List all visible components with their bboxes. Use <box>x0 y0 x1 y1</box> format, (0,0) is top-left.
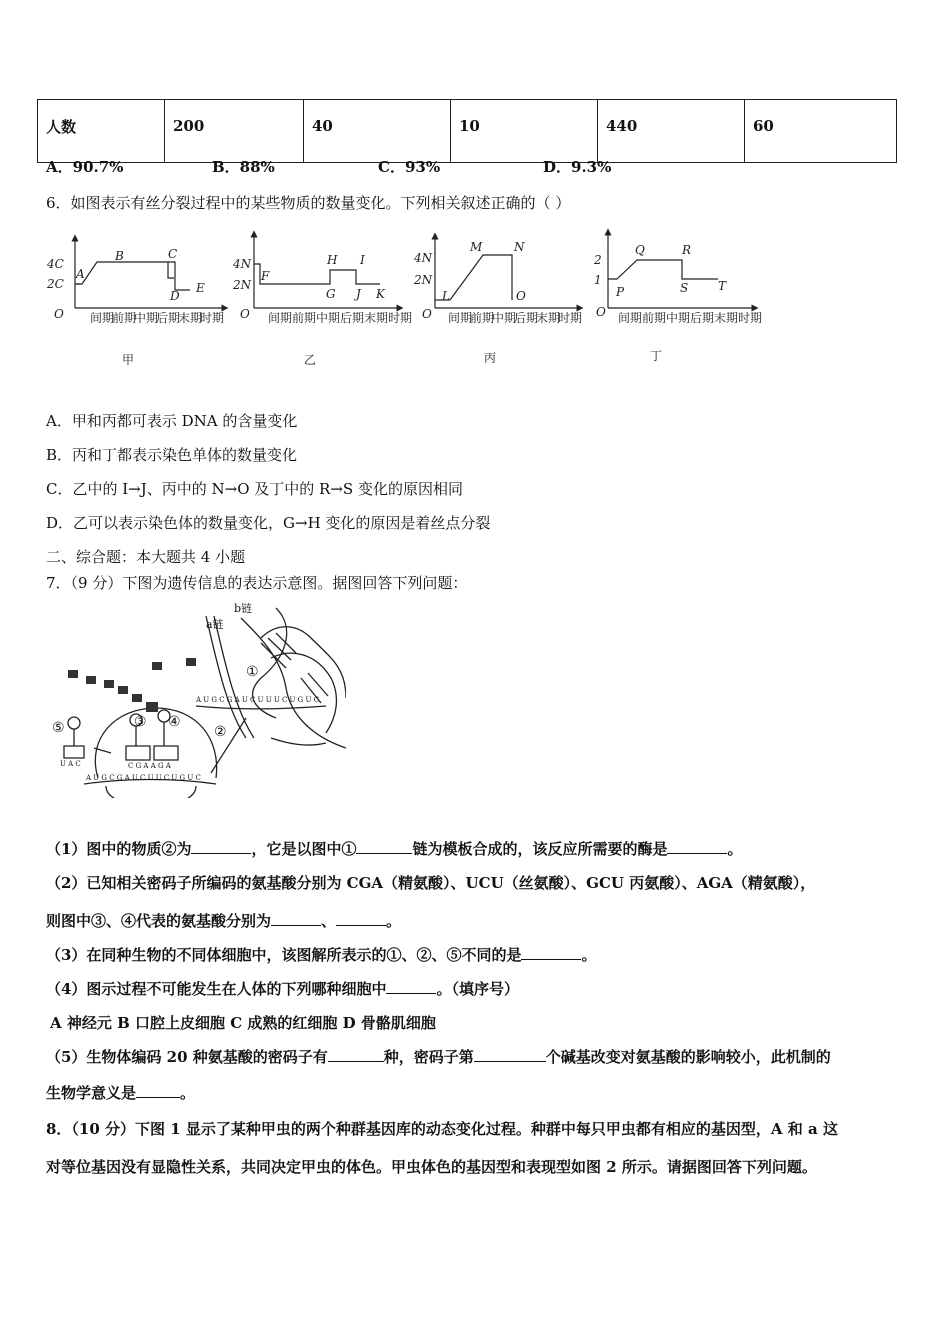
g3-origin: O <box>422 307 432 321</box>
q7-part2-cont: 则图中③、④代表的氨基酸分别为 、 。 <box>46 912 402 930</box>
g2-point: F <box>261 269 270 283</box>
marker-5: ⑤ <box>52 720 65 736</box>
g2-xlabel: 前期 <box>292 311 317 325</box>
g3-xlabel: 间期 <box>448 311 473 325</box>
q7-stem: 7．（9 分）下图为遗传信息的表达示意图。据图回答下列问题： <box>46 574 468 592</box>
graph-name-yi: 乙 <box>304 353 317 367</box>
b-chain-label: b链 <box>234 602 253 615</box>
g2-xlabel: 时期 <box>388 311 413 325</box>
q8-stem-line1: 8．（10 分）下图 1 显示了某种甲虫的两个种群基因库的动态变化过程。种群中每只甲虫都有相应的基因型，A 和 a 这 <box>46 1120 838 1138</box>
q5-option-b: B．88% <box>212 158 275 176</box>
g4-xlabel: 间期 <box>618 311 643 325</box>
mrna-free-sequence: A U G C G A U C U U U C U G U C <box>196 696 319 704</box>
g3-xlabel: 末期 <box>536 311 561 325</box>
population-table <box>37 99 897 163</box>
q7-part5: （5）生物体编码 20 种氨基酸的密码子有 种，密码子第 个碱基改变对氨基酸的影响较小，此机制的 <box>46 1048 831 1066</box>
table-cell: 人数 <box>38 100 165 163</box>
g2-xlabel: 中期 <box>316 311 341 325</box>
g3-ytick-top: 4N <box>414 251 433 265</box>
a-chain-label: a链 <box>206 618 224 631</box>
g1-point: E <box>196 281 205 295</box>
g1-ytick-top: 4C <box>47 257 64 271</box>
section-heading: 二、综合题：本大题共 4 小题 <box>46 548 246 566</box>
q6-option-b: B．丙和丁都表示染色单体的数量变化 <box>46 446 298 464</box>
q5-option-c: C．93% <box>378 158 441 176</box>
mitosis-graphs-figure <box>40 222 780 374</box>
q7-part2: （2）已知相关密码子所编码的氨基酸分别为 CGA（精氨酸）、UCU（丝氨酸）、GCU 丙氨酸）、AGA（精氨酸）， <box>46 874 816 892</box>
g2-xlabel: 间期 <box>268 311 293 325</box>
marker-3: ③ <box>134 714 147 730</box>
g1-point: C <box>168 247 178 261</box>
g2-point: J <box>356 287 361 301</box>
g1-xlabel: 间期 <box>90 311 115 325</box>
q5-option-a: A．90.7% <box>46 158 124 176</box>
g3-xlabel: 后期 <box>514 311 539 325</box>
q7-part1: （1）图中的物质②为 ，它是以图中① 链为模板合成的，该反应所需要的酶是 。 <box>46 840 743 858</box>
table-cell: 440 <box>598 100 745 163</box>
g4-point: R <box>682 243 692 257</box>
g1-origin: O <box>54 307 64 321</box>
g1-xlabel: 后期 <box>156 311 181 325</box>
g1-xlabel: 前期 <box>112 311 137 325</box>
graph-name-ding: 丁 <box>650 349 663 363</box>
q6-option-d: D．乙可以表示染色体的数量变化，G→H 变化的原因是着丝点分裂 <box>46 514 491 532</box>
gene-expression-figure <box>46 598 346 798</box>
marker-1: ① <box>246 664 259 680</box>
g4-xlabel: 时期 <box>738 311 763 325</box>
table-row <box>38 100 897 163</box>
g2-ytick-bottom: 2N <box>233 278 252 292</box>
g2-point: I <box>360 253 365 267</box>
g3-xlabel: 前期 <box>470 311 495 325</box>
table-cell: 200 <box>165 100 304 163</box>
q7-part3: （3）在同种生物的不同体细胞中，该图解所表示的①、②、⑤不同的是 。 <box>46 946 597 964</box>
g2-xlabel: 末期 <box>364 311 389 325</box>
g3-point: L <box>442 289 450 303</box>
table-cell: 40 <box>304 100 451 163</box>
g4-xlabel: 中期 <box>666 311 691 325</box>
q7-part4-options: A 神经元 B 口腔上皮细胞 C 成熟的红细胞 D 骨骼肌细胞 <box>50 1014 436 1032</box>
graph-jia <box>75 238 225 308</box>
anticodon-label: U A C <box>60 760 81 768</box>
g2-point: H <box>327 253 338 267</box>
q7-part4: （4）图示过程不可能发生在人体的下列哪种细胞中 。（填序号） <box>46 980 519 998</box>
q7-part5-cont: 生物学意义是 。 <box>46 1084 196 1102</box>
g1-xlabel: 中期 <box>134 311 159 325</box>
g1-point: D <box>170 289 180 303</box>
graph-bing <box>435 236 580 308</box>
q6-option-c: C．乙中的 I→J、丙中的 N→O 及丁中的 R→S 变化的原因相同 <box>46 480 463 498</box>
g1-point: B <box>115 249 124 263</box>
g3-ytick-bottom: 2N <box>414 273 433 287</box>
table-cell: 10 <box>451 100 598 163</box>
table-cell: 60 <box>745 100 897 163</box>
g4-point: T <box>718 279 727 293</box>
marker-4: ④ <box>168 714 181 730</box>
g1-xlabel: 末期 <box>178 311 203 325</box>
graph-name-jia: 甲 <box>122 353 135 367</box>
g1-xlabel: 时期 <box>200 311 225 325</box>
g3-point: M <box>470 240 483 254</box>
g2-ytick-top: 4N <box>233 257 252 271</box>
marker-2: ② <box>214 724 227 740</box>
trna-sequence: C G A A G A <box>128 762 171 770</box>
g3-xlabel: 中期 <box>492 311 517 325</box>
g4-ytick-bottom: 1 <box>594 273 602 287</box>
g4-ytick-top: 2 <box>594 253 602 267</box>
g4-xlabel: 前期 <box>642 311 667 325</box>
g3-point: O <box>516 289 526 303</box>
g4-xlabel: 后期 <box>690 311 715 325</box>
q5-option-d: D．9.3% <box>543 158 612 176</box>
g2-point: K <box>376 287 385 301</box>
g4-origin: O <box>596 305 606 319</box>
mrna-ribosome-sequence: A U G C G A U C U U C U G U C <box>86 774 201 782</box>
g2-origin: O <box>240 307 250 321</box>
g4-xlabel: 末期 <box>714 311 739 325</box>
g2-point: G <box>326 287 336 301</box>
q6-option-a: A．甲和丙都可表示 DNA 的含量变化 <box>46 412 298 430</box>
graph-name-bing: 丙 <box>484 351 497 365</box>
g4-point: Q <box>635 243 645 257</box>
g4-point: P <box>616 285 625 299</box>
q6-stem: 6．如图表示有丝分裂过程中的某些物质的数量变化。下列相关叙述正确的（ ） <box>46 194 571 212</box>
q8-stem-line2: 对等位基因没有显隐性关系，共同决定甲虫的体色。甲虫体色的基因型和表现型如图 2 所示。请据图回答下列问题。 <box>46 1158 817 1176</box>
g1-point: A <box>76 267 85 281</box>
g1-ytick-bottom: 2C <box>47 277 64 291</box>
g3-xlabel: 时期 <box>558 311 583 325</box>
g2-xlabel: 后期 <box>340 311 365 325</box>
g4-point: S <box>680 281 689 295</box>
g3-point: N <box>514 240 525 254</box>
